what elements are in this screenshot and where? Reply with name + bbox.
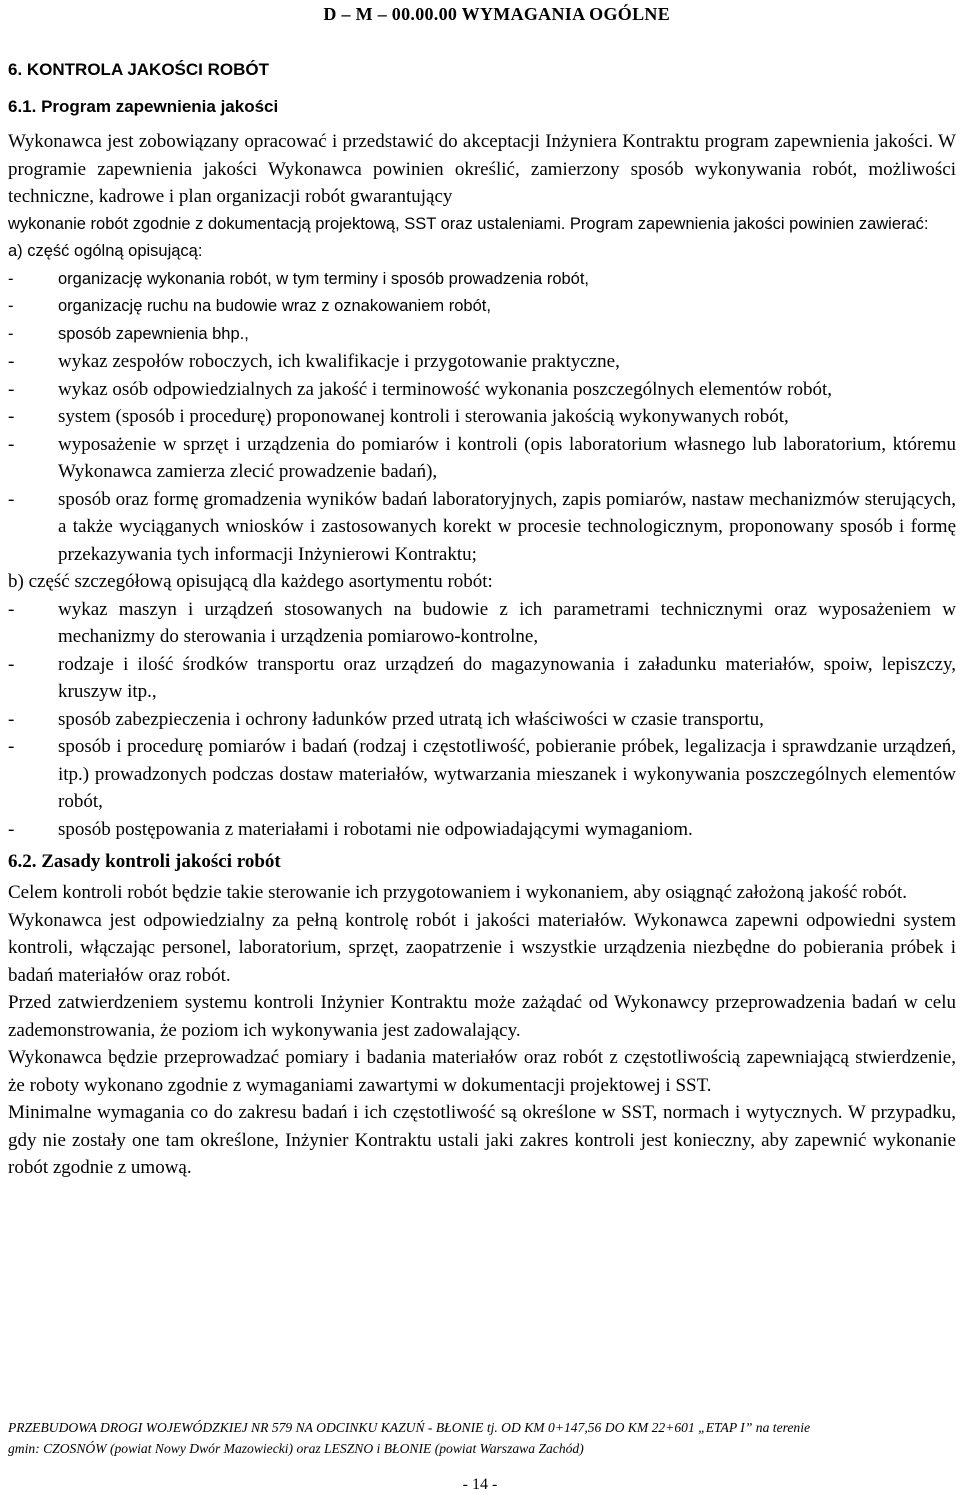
- paragraph: Przed zatwierdzeniem systemu kontroli Inżynier Kontraktu może zażądać od Wykonawcy przeprowadzenia badań w celu zademonstrowania, że poziom ich wykonywania jest zadowalający.: [8, 992, 956, 1041]
- part-b-label: b) część szczegółową opisującą dla każdego asortymentu robót:: [8, 571, 493, 592]
- paragraph: Wykonawca będzie przeprowadzać pomiary i badania materiałów oraz robót z częstotliwością zapewniającą stwierdzenie, że roboty wykonano zgodnie z wymaganiami zawartymi w dokumentacji projektowej i SST.: [8, 1047, 956, 1096]
- list-item: - wykaz zespołów roboczych, ich kwalifikacje i przygotowanie praktyczne,: [8, 348, 956, 376]
- list-item: - sposób zapewnienia bhp.,: [8, 321, 956, 349]
- part-a-list-general: [8, 266, 956, 349]
- document-header: D – M – 00.00.00 WYMAGANIA OGÓLNE: [323, 4, 670, 24]
- part-a-label: a) część ogólną opisującą:: [8, 242, 203, 260]
- paragraph: Wykonawca jest odpowiedzialny za pełną kontrolę robót i jakości materiałów. Wykonawca zapewni odpowiedni system kontroli, włączając personel, laboratorium, sprzęt, zaopatrzenie i wszystkie urządzenia niezbędne do pobierania próbek i badań materiałów oraz robót.: [8, 909, 956, 986]
- footer-line-2: gmin: CZOSNÓW (powiat Nowy Dwór Mazowiecki) oraz LESZNO i BŁONIE (powiat Warszawa Zachód): [8, 1441, 584, 1456]
- list-item: - wykaz maszyn i urządzeń stosowanych na budowie z ich parametrami technicznymi oraz wyposażeniem w mechanizmy do sterowania i urządzenia pomiarowo-kontrolne,: [8, 596, 956, 651]
- subsection-6-1-title: 6.1. Program zapewnienia jakości: [8, 97, 279, 116]
- list-item: - wykaz osób odpowiedzialnych za jakość i terminowość wykonania poszczególnych elementów robót,: [8, 376, 956, 404]
- paragraph: Celem kontroli robót będzie takie sterowanie ich przygotowaniem i wykonaniem, aby osiągnąć założoną jakość robót.: [8, 882, 908, 903]
- list-item: - organizację wykonania robót, w tym terminy i sposób prowadzenia robót,: [8, 266, 956, 294]
- subsection-6-2-title: 6.2. Zasady kontroli jakości robót: [8, 851, 281, 872]
- footer-line-1: PRZEBUDOWA DROGI WOJEWÓDZKIEJ NR 579 NA ODCINKU KAZUŃ - BŁONIE tj. OD KM 0+147,56 DO KM 22+601 „ETAP I” na terenie: [8, 1420, 811, 1435]
- list-item: - sposób postępowania z materiałami i robotami nie odpowiadającymi wymaganiom.: [8, 816, 956, 844]
- list-item: - sposób oraz formę gromadzenia wyników badań laboratoryjnych, zapis pomiarów, nastaw mechanizmów sterujących, a także wyciąganych wniosków i zastosowanych korekt w procesie technologicznym, proponowany sposób i formę przekazywania tych informacji Inżynierowi Kontraktu;: [8, 486, 956, 569]
- intro-paragraph-part2: wykonanie robót zgodnie z dokumentacją projektową, SST oraz ustaleniami. Program zapewnienia jakości powinien zawierać:: [8, 214, 929, 233]
- list-item: - rodzaje i ilość środków transportu oraz urządzeń do magazynowania i załadunku materiałów, spoiw, lepiszczy, kruszyw itp.,: [8, 651, 956, 706]
- list-item: - organizację ruchu na budowie wraz z oznakowaniem robót,: [8, 293, 956, 321]
- main-content: [8, 94, 956, 1182]
- list-item: - sposób i procedurę pomiarów i badań (rodzaj i częstotliwość, pobieranie próbek, legalizacja i sprawdzanie urządzeń, itp.) prowadzonych podczas dostaw materiałów, wytwarzania mieszanek i wykonywania poszczególnych elementów robót,: [8, 733, 956, 816]
- list-item: - sposób zabezpieczenia i ochrony ładunków przed utratą ich właściwości w czasie transportu,: [8, 706, 956, 734]
- intro-paragraph-part1: Wykonawca jest zobowiązany opracować i przedstawić do akceptacji Inżyniera Kontraktu program zapewnienia jakości. W programie zapewnienia jakości Wykonawca powinien określić, zamierzony sposób wykonywania robót, możliwości techniczne, kadrowe i plan organizacji robót gwarantujący: [8, 131, 956, 207]
- section-title: 6. KONTROLA JAKOŚCI ROBÓT: [8, 60, 269, 79]
- paragraph: Minimalne wymagania co do zakresu badań i ich częstotliwość są określone w SST, normach i wytycznych. W przypadku, gdy nie zostały one tam określone, Inżynier Kontraktu ustali jaki zakres kontroli jest konieczny, aby zapewnić wykonanie robót zgodnie z umową.: [8, 1102, 956, 1178]
- page-number: - 14 -: [462, 1476, 498, 1493]
- part-a-list-quality: [8, 348, 956, 568]
- part-b-list: [8, 596, 956, 844]
- list-item: - system (sposób i procedurę) proponowanej kontroli i sterowania jakością wykonywanych robót,: [8, 403, 956, 431]
- page-footer: [8, 1417, 956, 1459]
- list-item: - wyposażenie w sprzęt i urządzenia do pomiarów i kontroli (opis laboratorium własnego lub laboratorium, któremu Wykonawca zamierza zlecić prowadzenie badań),: [8, 431, 956, 486]
